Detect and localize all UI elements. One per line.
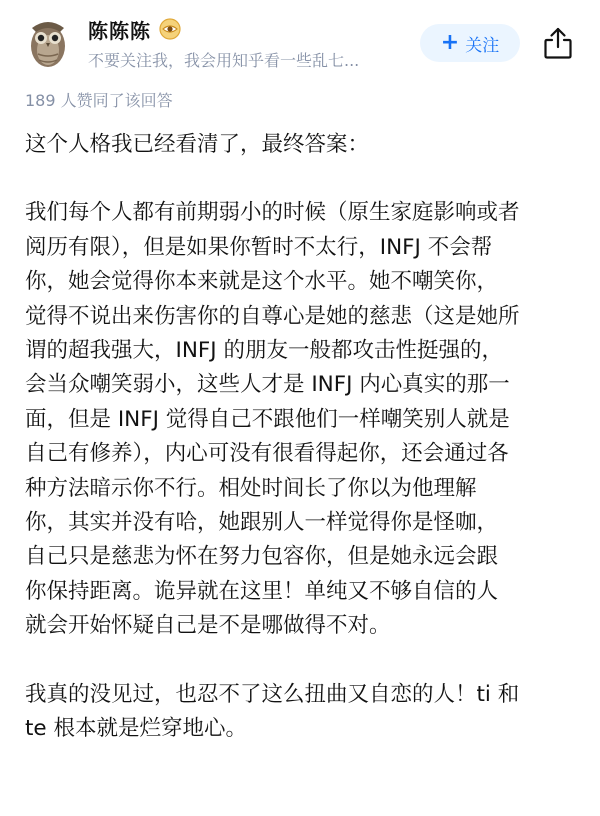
text-line: te 根本就是烂穿地心。 <box>25 716 247 742</box>
text-line: 就会开始怀疑自己是不是哪做得不对。 <box>25 613 391 639</box>
text-line: 你，其实并没有哈，她跟别人一样觉得你是怪咖， <box>25 510 499 536</box>
text-line: 你，她会觉得你本来就是这个水平。她不嘲笑你， <box>25 269 499 295</box>
follow-label: 关注 <box>465 35 500 56</box>
text-line: 谓的超我强大，INFJ 的朋友一般都攻击性挺强的， <box>25 338 503 364</box>
owl-avatar[interactable] <box>26 14 70 68</box>
answer-content <box>25 128 580 747</box>
text-line: 阅历有限），但是如果你暂时不太行，INFJ 不会帮 <box>25 234 493 260</box>
text-line: 觉得不说出来伤害你的自尊心是她的慈悲（这是她所 <box>25 303 520 329</box>
paragraph-2 <box>25 196 580 643</box>
text-line: 种方法暗示你不行。相处时间长了你以为他理解 <box>25 475 477 501</box>
vote-count-text: 189 人赞同了该回答 <box>25 91 173 110</box>
eye-badge-icon <box>159 18 181 40</box>
plus-icon: + <box>440 30 460 55</box>
text-line: 自己有修养），内心可没有很看得起你，还会通过各 <box>25 441 509 467</box>
text-line: 我们每个人都有前期弱小的时候（原生家庭影响或者 <box>25 200 520 226</box>
text-line: 面，但是 INFJ 觉得自己不跟他们一样嘲笑别人就是 <box>25 406 510 432</box>
author-bio: 不要关注我，我会用知乎看一些乱七... <box>88 51 360 70</box>
paragraph-3 <box>25 678 580 747</box>
text-line: 会当众嘲笑弱小，这些人才是 INFJ 内心真实的那一 <box>25 372 510 398</box>
text-line: 自己只是慈悲为怀在努力包容你，但是她永远会跟 <box>25 544 499 570</box>
answer-header <box>0 0 600 80</box>
author-name-row <box>88 14 181 44</box>
author-name[interactable]: 陈陈陈 <box>88 18 151 43</box>
text-line: 我真的没见过，也忍不了这么扭曲又自恋的人！ti 和 <box>25 681 520 707</box>
text-line: 你保持距离。诡异就在这里！单纯又不够自信的人 <box>25 578 499 604</box>
text-line: 这个人格我已经看清了，最终答案： <box>25 132 370 157</box>
follow-button[interactable] <box>420 24 520 62</box>
share-icon[interactable] <box>542 26 574 60</box>
paragraph-1 <box>25 128 580 162</box>
